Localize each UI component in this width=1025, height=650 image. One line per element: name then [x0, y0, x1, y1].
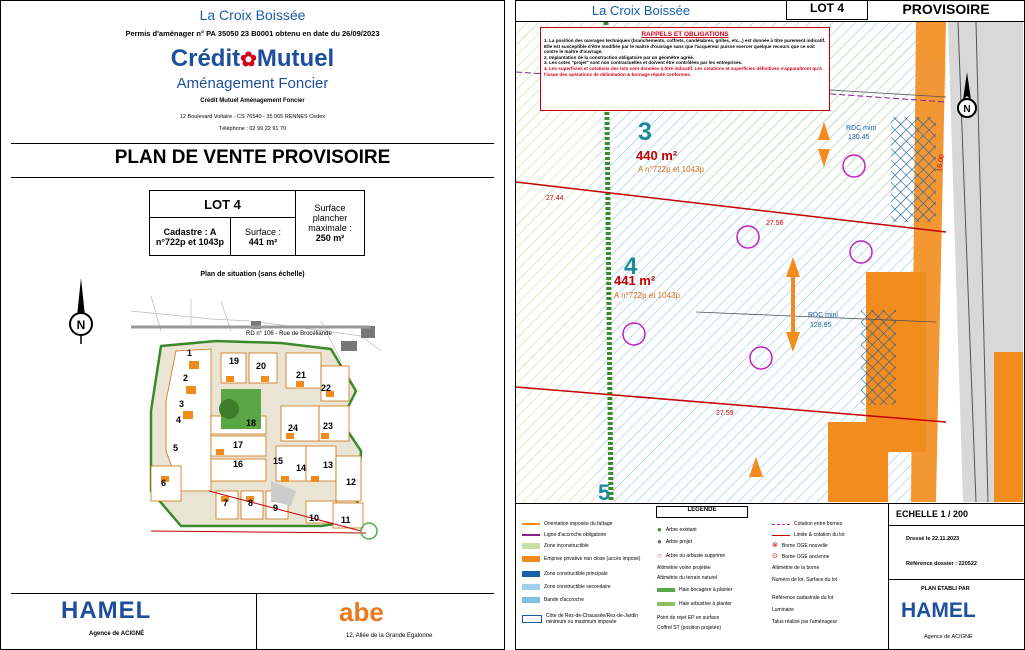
plan-title: PLAN DE VENTE PROVISOIRE	[114, 147, 391, 168]
company-address: 12 Boulevard Voltaire - CS 76540 - 35 065 RENNES Cedex	[179, 114, 326, 120]
divider	[11, 143, 494, 144]
rdc2-value: 128.95	[810, 322, 832, 329]
established-by: PLAN ÉTABLI PAR	[921, 586, 970, 592]
legend-item: Numéro de lot, Surface du lot	[772, 577, 838, 583]
lot-label-21: 21	[296, 370, 307, 380]
lot4-number: 4	[624, 253, 638, 280]
cadastre-cell: Cadastre : A n°722p et 1043p	[150, 218, 231, 256]
legend-item: Bande d'accroche	[522, 597, 584, 603]
lot3-cadastre: A n°722p et 1043p	[638, 165, 704, 174]
hamel-logo: HAMEL	[901, 599, 976, 622]
legend-item: Cotation entre bornes	[772, 521, 842, 527]
legend-item: Orientation imposée du faîtage	[522, 521, 612, 527]
surface-label: Surface :	[244, 226, 282, 237]
rappels-title: RAPPELS ET OBLIGATIONS	[641, 31, 729, 38]
lot-label-12: 12	[346, 477, 357, 487]
lot-label-23: 23	[323, 421, 334, 431]
legend-item: Luminaire	[772, 607, 794, 613]
project-subtitle: La Croix Boissée	[199, 7, 306, 23]
lot4-cadastre: A n°722p et 1043p	[614, 291, 680, 300]
tree-icon: ●	[657, 525, 662, 534]
lot-label-6: 6	[161, 478, 167, 488]
divider	[889, 525, 1024, 526]
plancher-label: Surface plancher maximale :	[308, 203, 352, 233]
rappel-item: 4. Les superficies et cotations des lots sont données à titre indicatif. Les cotations et superficies définitives n'apparaîtront qu'à l'issue des opérations de délimitation & bornage réputé conformes.	[544, 65, 822, 77]
plancher-cell	[296, 191, 365, 256]
lot-label-22: 22	[321, 383, 332, 393]
lot-title: LOT 4	[150, 191, 296, 218]
legend-item: ● Arbre projet	[657, 537, 692, 546]
tree-removed-icon: ○	[657, 551, 662, 560]
legend-item: ⊗ Borne OGE nouvelle	[772, 542, 828, 549]
legend-item: Haie arbustive à planter	[657, 601, 732, 607]
lot-label-20: 20	[256, 361, 267, 371]
dim-label-4: 16.00	[936, 153, 947, 173]
status-label: PROVISOIRE	[902, 1, 990, 17]
logo-mark-icon: ✿	[240, 49, 257, 71]
dim-label-1: 27.44	[546, 195, 564, 202]
rdc2-label: RDC mini	[808, 312, 838, 319]
lot3-area: 440 m²	[636, 148, 678, 163]
divider	[516, 503, 1024, 504]
svg-text:N: N	[963, 104, 971, 115]
lot-label-13: 13	[323, 460, 334, 470]
footer-agency: Agence de ACIGNÉ	[89, 631, 145, 637]
legend-item: Zone inconstructible	[522, 543, 589, 549]
dim-label-2: 27.56	[766, 220, 784, 227]
surface-value: 441 m²	[248, 236, 278, 247]
hamel-logo: HAMEL	[61, 597, 152, 624]
rappel-item: 3. Les cotes "projet" sont non contractuelles et doivent être contrôlées par les entreprises.	[544, 60, 743, 66]
lot-label-18: 18	[246, 418, 257, 428]
legend-item: ○ Arbre ou arbuste supprimé	[657, 551, 726, 560]
surface-cell	[231, 218, 296, 256]
credit-mutuel-logo: Crédit✿Mutuel	[170, 45, 335, 72]
divider	[889, 579, 1024, 580]
lot-label-24: 24	[288, 423, 299, 433]
scale-label: ECHELLE 1 / 200	[896, 509, 969, 519]
drawn-date: Dressé le 22.11.2023	[906, 536, 960, 542]
legend-item: Altimétrie du terrain naturel	[657, 575, 718, 581]
legend-item: Point de rejet EP en surface	[657, 615, 720, 621]
lot-label-10: 10	[309, 513, 320, 523]
rappel-item: 2. Implantation de la construction obligatoire par un géomètre agréé.	[544, 54, 695, 60]
abe-logo: abe	[339, 597, 384, 627]
sales-plan-sheet	[0, 0, 505, 650]
lot-label-16: 16	[233, 459, 244, 469]
brand-subtitle: Aménagement Foncier	[176, 75, 329, 92]
lot-header: LOT 4	[786, 1, 868, 20]
footer-divider	[256, 593, 257, 650]
lot-label-4: 4	[176, 415, 182, 425]
company-phone: Téléphone : 02 99 22 91 70	[218, 126, 287, 132]
lot-label-3: 3	[179, 399, 185, 409]
legend-item: Coffret ST (position projetée)	[657, 625, 722, 631]
rdc1-value: 130.45	[848, 134, 870, 141]
tree-project-icon: ●	[657, 537, 662, 546]
legend-item: Emprise privative non close (accès imposé)	[522, 556, 640, 562]
lot-label-17: 17	[233, 440, 244, 450]
legend-item: Altimétrie de la borne	[772, 565, 820, 571]
lot-label-15: 15	[273, 456, 284, 466]
legend-item: Haie bocagère à planter	[657, 587, 732, 593]
svg-text:3: 3	[638, 118, 652, 146]
rappel-item: 1. La position des ouvrages techniques (branchements, coffrets, candélabres, grilles, etc...) est donnée à titre purement indicatif. Elle est susceptible d'être modifiée par le maître d'ouvrage sans que l'acquéreur puisse exercer quelque recours que ce soit contre le maître d'ouvrage.	[544, 38, 826, 55]
reference: Référence dossier : 220522	[906, 561, 977, 567]
lot-label-5: 5	[173, 443, 179, 453]
rappels-box	[540, 27, 830, 111]
lot-label-2: 2	[183, 373, 189, 383]
borne-new-icon: ⊗	[772, 542, 778, 549]
legend-item: Altimétrie voirie projetée	[657, 565, 711, 571]
divider	[11, 593, 494, 594]
lot-label-11: 11	[341, 515, 351, 525]
footer-address: 12, Allée de la Grande Egalonne	[346, 633, 433, 639]
company-name: Crédit Mutuel Aménagement Foncier	[200, 98, 305, 104]
plancher-value: 250 m²	[315, 233, 345, 243]
lot-label-1: 1	[187, 348, 193, 358]
legend-item: Référence cadastrale du lot	[772, 595, 834, 601]
lot-label-8: 8	[248, 498, 254, 508]
borne-old-icon: ⊙	[772, 553, 778, 560]
legend-item: Ligne d'accroche obligatoire	[522, 532, 606, 538]
lot-label-19: 19	[229, 356, 240, 366]
lot-label-9: 9	[273, 503, 279, 513]
situation-map	[121, 291, 391, 551]
divider	[11, 177, 494, 178]
north-arrow-icon	[61, 276, 101, 346]
legend-item: Limite & cotation du lot	[772, 532, 845, 538]
legend-item: Côte de Rez-de-Chaussée/Rez-de-Jardin minimum ou maximum imposée	[522, 613, 642, 625]
lot-info-table	[149, 190, 365, 256]
lot-label-7: 7	[223, 498, 229, 508]
lot5-number: 5	[598, 480, 611, 502]
legend-item: Talus réalisé par l'aménageur	[772, 619, 838, 625]
dim-label-3: 27.59	[716, 410, 734, 417]
legend-item: ⊙ Borne OGE ancienne	[772, 553, 830, 560]
legend	[522, 521, 886, 649]
lot-label-14: 14	[296, 463, 307, 473]
rdc1-label: RDC mini	[846, 125, 876, 132]
footer-agency: Agence de ACIGNÉ	[924, 634, 973, 640]
legend-item: Zone constructible secondaire	[522, 584, 611, 590]
situation-title: Plan de situation (sans échelle)	[200, 271, 305, 278]
lot4-area: 441 m²	[614, 273, 656, 288]
legend-title: LEGENDE	[656, 506, 748, 518]
north-label: N	[76, 318, 86, 332]
project-subtitle: La Croix Boissée	[591, 3, 691, 18]
permit-line: Permis d'aménager n° PA 35050 23 B0001 obtenu en date du 26/09/2023	[125, 29, 380, 38]
road-label: RD n° 106 - Rue de Brocéliande	[246, 331, 332, 337]
plan-detail-sheet	[515, 0, 1025, 650]
legend-item: ● Arbre existant	[657, 525, 697, 534]
legend-item: Zone constructible principale	[522, 571, 608, 577]
